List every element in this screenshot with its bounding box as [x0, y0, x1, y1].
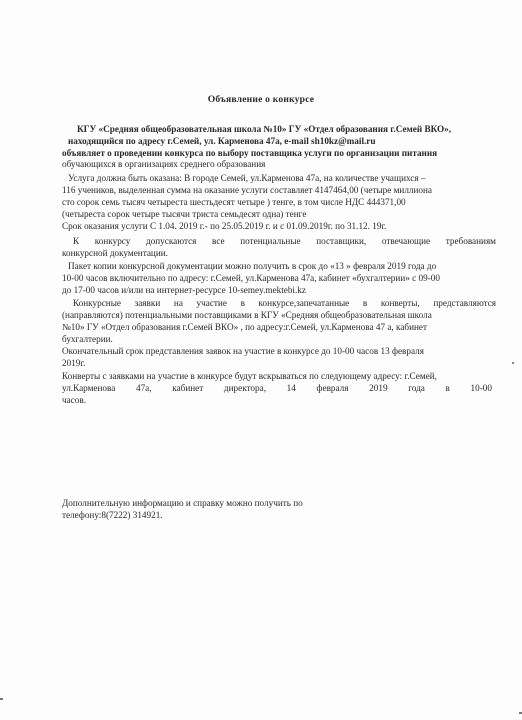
opening-line-1: Конверты с заявками на участие в конкурсе будут вскрываться по следующему адресу: г.Семей,: [62, 371, 437, 381]
header-line-3: объявляет о проведении конкурса по выбору поставщика услуги по организации питания: [62, 148, 438, 158]
contact-line-1: Дополнительную информацию и справку можно получить по: [62, 498, 303, 508]
term-line-1: Срок оказания услуги С 1.04. 2019 г.- по 25.05.2019 г. и с 01.09.2019г. по 31.12. 19г.: [62, 221, 387, 231]
package-line-1: Пакет копии конкурсной документации можно получить в срок до «13 » февраля 2019 года до: [68, 261, 437, 271]
opening-line-3: часов.: [62, 395, 87, 405]
applications-line-4: бухгалтерии.: [62, 334, 113, 344]
applications-line-3: №10» ГУ «Отдел образования г.Семей ВКО» , по адресу:г.Семей, ул.Карменова 47 а, кабинет: [62, 322, 428, 332]
admission-line-2: конкурсной документации.: [62, 248, 168, 258]
deadline-line-1: Окончательный срок представления заявок на участие в конкурсе до 10-00 часов 13 февраля: [62, 346, 424, 356]
deadline-line-2: 2019г.: [62, 358, 86, 368]
document-title: Объявление о конкурсе: [207, 94, 315, 105]
service-line-4: (четыреста сорок четыре тысячи триста семьдесят одна) тенге: [62, 209, 307, 219]
service-line-3: сто сорок семь тысяч четыреста шестьдесят четыре ) тенге, в том числе НДС 444371,00: [62, 197, 406, 207]
service-line-2: 116 учеников, выделенная сумма на оказание услуги составляет 4147464,00 (четыре миллиона: [62, 185, 433, 195]
admission-line-1: К конкурсу допускаются все потенциальные поставщики, отвечающие требованиям: [73, 236, 496, 246]
header-line-1: КГУ «Средняя общеобразовательная школа №10» ГУ «Отдел образования г.Семей ВКО»,: [77, 124, 452, 134]
scan-mark: [0, 698, 3, 700]
package-line-3: до 17-00 часов и/или на интернет-ресурсе 10-semey.mektebi.kz: [62, 285, 306, 295]
service-line-1: Услуга должна быть оказана: В городе Семей, ул.Карменова 47а, на количестве учащихся –: [68, 173, 426, 183]
scan-dot: [512, 362, 514, 364]
header-line-2: находящийся по адресу г.Семей, ул. Карменова 47а, e-mail sh10kz@mail.ru: [68, 136, 376, 146]
package-line-2: 10-00 часов включительно по адресу: г.Семей, ул.Карменова 47а, кабинет «бухгалтерии» с 09-00: [62, 273, 440, 283]
opening-line-2: ул.Карменова 47а, кабинет директора, 14 февраля 2019 года в 10-00: [62, 383, 492, 393]
header-line-4: обучающихся в организациях среднего образования: [62, 159, 266, 169]
applications-line-1: Конкурсные заявки на участие в конкурсе,запечатанные в конверты, представляются: [73, 298, 496, 308]
applications-line-2: (направляются) потенциальными поставщиками в КГУ «Средняя общеобразовательная школа: [62, 310, 432, 320]
contact-line-2: телефону:8(7222) 314921.: [62, 510, 163, 520]
